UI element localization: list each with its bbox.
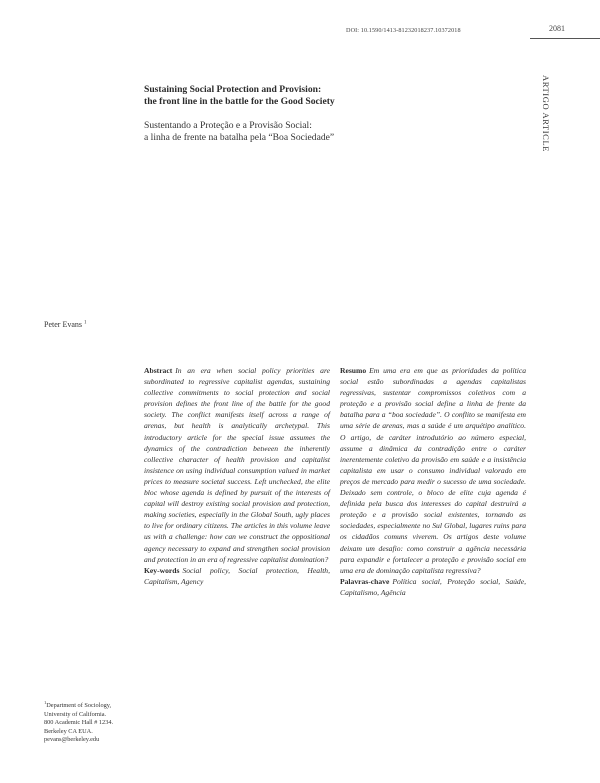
resumo-paragraph	[340, 365, 526, 576]
title-portuguese-line: Sustentando a Proteção e a Provisão Social:	[144, 120, 312, 131]
section-label: ARTIGO ARTICLE	[541, 75, 551, 153]
affiliation-line: University of California.	[44, 710, 107, 718]
abstract-text: In an era when social policy priorities are subordinated to regressive capitalist agendas, sustaining collective commitments to social protection and social provision defines the front line of the battle for the good society. The conflict manifests itself across a range of arenas, but health is analytically archetypal. This introductory article for the special issue assumes the dynamics of the contradiction between the inherently collective character of health provision and capitalist insistence on using individual consumption valued in market prices to measure societal success. Left unchecked, the elite bloc whose agenda is defined by pursuit of the interests of capital will destroy existing social provision and protection, making societies, especially in the Global South, ugly places to live for ordinary citizens. The articles in this volume leave us with a challenge: how can we construct the oppositional agency necessary to expand and strengthen social provision and protection in an era of regressive capitalist domination?	[144, 366, 330, 564]
palavras-chave-paragraph	[340, 576, 526, 598]
abstract-label: Abstract	[144, 366, 173, 375]
resumo-text: Em uma era em que as prioridades da política social estão subordinadas a agendas capitalistas regressivas, sustentar compromissos coletivos com a proteção e a provisão social define a linha de frente da batalha para a “boa sociedade”. O conflito se manifesta em uma série de arenas, mas a saúde é um arquétipo analítico. O artigo, de caráter introdutório ao número especial, assume a dinâmica da contradição entre o caráter inerentemente coletivo da provisão em saúde e a insistência capitalista em usar o consumo individual valorado em preços de mercado para medir o sucesso de uma sociedade. Deixado sem controle, o bloco de elite cuja agenda é definida pela busca dos interesses do capital destruirá a proteção e a provisão social existentes, tornando as sociedades, especialmente no Sul Global, lugares ruins para os cidadãos comuns viverem. Os artigos deste volume deixam um desafio: como construir a agência necessária para expandir e fortalecer a proteção e provisão social em uma era de dominação capitalista regressiva?	[340, 366, 526, 575]
abstract-paragraph	[144, 365, 330, 565]
affiliation-line	[44, 699, 154, 711]
author-name	[44, 320, 87, 329]
page-number: 2081	[549, 24, 565, 33]
author-affiliation-mark: 1	[84, 320, 87, 326]
title-portuguese-line: a linha de frente na batalha pela “Boa Sociedade”	[144, 132, 335, 143]
resumo-label: Resumo	[340, 366, 367, 375]
affiliation-footnote	[44, 699, 154, 745]
abstract-block	[144, 365, 330, 587]
affiliation-line: 800 Academic Hall # 1234.	[44, 719, 114, 727]
header-rule	[530, 38, 600, 39]
title-english-line: the front line in the battle for the Good Society	[144, 96, 335, 107]
affiliation-line: Berkeley CA EUA.	[44, 727, 93, 735]
keywords-text: Social policy, Social protection, Health, Capitalism, Agency	[144, 565, 330, 586]
affiliation-mark: 1	[44, 700, 47, 705]
title-portuguese	[144, 120, 474, 144]
palavras-chave-label: Palavras-chave	[340, 576, 390, 586]
keywords-paragraph	[144, 565, 330, 587]
keywords-label: Key-words	[144, 565, 180, 575]
author-name-text: Peter Evans	[44, 320, 82, 329]
title-english	[144, 84, 474, 108]
affiliation-text: Department of Sociology,	[46, 702, 112, 710]
title-english-line: Sustaining Social Protection and Provision:	[144, 84, 322, 95]
doi-text: DOI: 10.1590/1413-81232018237.10372018	[346, 27, 461, 34]
palavras-chave-text: Política social, Proteção social, Saúde, Capitalismo, Agência	[340, 576, 526, 597]
affiliation-email[interactable]: pevans@berkeley.edu	[44, 736, 100, 744]
resumo-block	[340, 365, 526, 598]
